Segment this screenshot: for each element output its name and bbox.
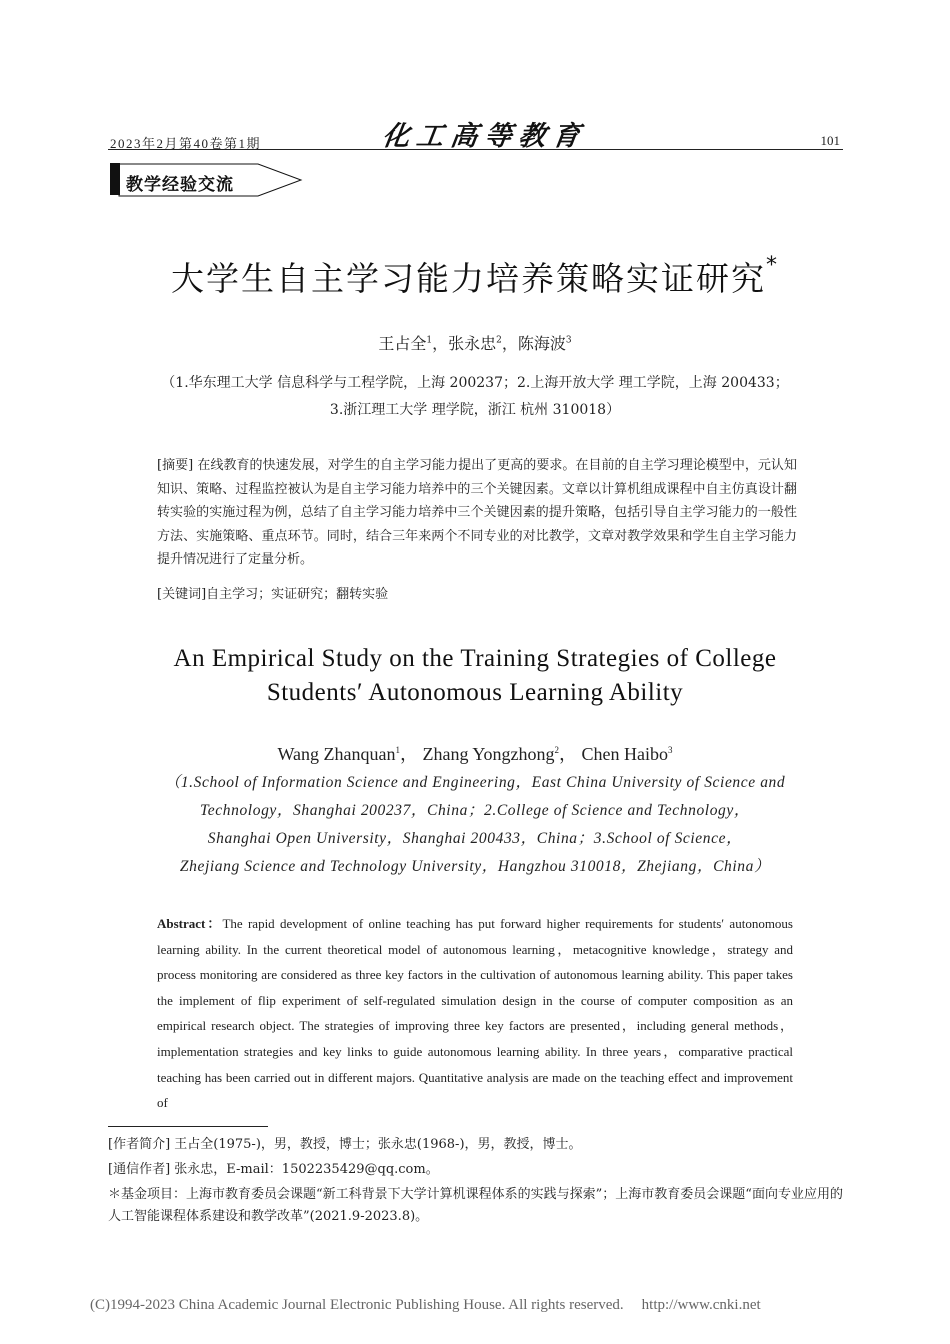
authors-en: Wang Zhanquan$^1$， Zhang Yongzhong$^2$， Chen Haibo$^3$ — [277, 744, 673, 764]
author-en: Wang Zhanquan — [277, 744, 396, 764]
abstract-cn — [157, 454, 797, 572]
author-en-aff: 2 — [554, 745, 560, 755]
footnote-corresponding: [通信作者] 张永忠，E-mail：1502235429@qq.com。 — [108, 1162, 439, 1177]
authors-cn: 王占全$^1$，张永忠$^2$，陈海波$^3$ — [378, 334, 572, 353]
abstract-en-label: Abstract： — [157, 916, 223, 931]
header-rule — [108, 149, 843, 150]
title-cn — [0, 253, 950, 300]
author-en-aff: 1 — [395, 745, 400, 755]
footnote-funding: ＊基金项目：上海市教育委员会课题“新工科背景下大学计算机课程体系的实践与探索”；上海市教育委员会课题“面向专业应用的人工智能课程体系建设和教学改革”(2021.9-2023.8)。 — [108, 1187, 843, 1224]
cnki-url[interactable]: http://www.cnki.net — [641, 1297, 761, 1313]
author-cn-aff: 1 — [426, 335, 433, 346]
keywords-cn — [157, 583, 388, 602]
affiliation-en-line: Shanghai Open University，Shanghai 200433，China；3.School of Science， — [207, 830, 743, 847]
footnote-author-intro: [作者简介] 王占全(1975-)，男，教授，博士；张永忠(1968-)，男，教授，博士。 — [108, 1137, 582, 1152]
abstract-cn-label: [摘要] — [157, 458, 194, 473]
affiliation-en — [0, 769, 950, 881]
abstract-cn-text: 在线教育的快速发展，对学生的自主学习能力提出了更高的要求。在目前的自主学习理论模型中，元认知知识、策略、过程监控被认为是自主学习能力培养中的三个关键因素。文章以计算机组成课程中自主仿真设计翻转实验的实施过程为例，总结了自主学习能力培养中三个关键因素的提升策略，包括引导自主学习能力的一般性方法、实施策略、重点环节。同时，结合三年来两个不同专业的对比教学，文章对教学效果和学生自主学习能力提升情况进行了定量分析。 — [157, 458, 797, 567]
affiliation-cn-line: （1.华东理工大学 信息科学与工程学院，上海 200237；2.上海开放大学 理工学院，上海 200433； — [161, 375, 789, 391]
journal-logo: 化工高等教育 — [380, 121, 589, 152]
abstract-en-text: The rapid development of online teaching has put forward higher requirements for students′ autonomous learning ability. In the current theoretical model of autonomous learning，metacognitive knowledge，strategy and process monitoring are considered as three key factors in the cultivation of autonomous learning ability. This paper takes the implement of flip experiment of self-regulated simulation design in the course of computer composition as an empirical research object. The strategies of improving three key factors are presented，including general methods，implementation strategies and key links to guide autonomous learning ability. In three years，comparative practical teaching has been carried out in different majors. Quantitative analysis are made on the teaching effect and improvement of — [157, 916, 793, 1111]
title-cn-mark: * — [766, 253, 779, 278]
author-cn: 张永忠 — [448, 334, 497, 353]
cnki-copyright-text: (C)1994-2023 China Academic Journal Electronic Publishing House. All rights reserved. — [90, 1297, 624, 1313]
keywords-cn-text: 自主学习；实证研究；翻转实验 — [206, 587, 389, 602]
cnki-copyright — [90, 1297, 761, 1314]
footnote-rule — [108, 1126, 268, 1127]
title-en — [0, 642, 950, 710]
affiliation-en-line: Zhejiang Science and Technology University，Hangzhou 310018，Zhejiang，China） — [179, 858, 771, 875]
affiliation-en-line: Technology，Shanghai 200237，China；2.College of Science and Technology， — [200, 802, 750, 819]
column-tag: 教学经验交流 — [126, 175, 234, 195]
page-number: 101 — [820, 133, 840, 148]
author-cn: 王占全 — [378, 334, 427, 353]
author-cn-aff: 3 — [565, 335, 572, 346]
author-cn-aff: 2 — [496, 335, 502, 346]
author-cn: 陈海波 — [517, 334, 566, 353]
abstract-en — [157, 911, 793, 1116]
affiliation-cn — [0, 370, 950, 424]
issue-info: 2023年2月第40卷第1期 — [110, 136, 262, 151]
affiliation-cn-line: 3.浙江理工大学 理学院，浙江 杭州 310018） — [329, 402, 621, 418]
affiliation-en-line: （1.School of Information Science and Engineering，East China University of Science and — [164, 774, 786, 791]
author-en-aff: 3 — [668, 745, 673, 755]
title-en-line: An Empirical Study on the Training Strategies of College — [173, 645, 777, 672]
author-en: Zhang Yongzhong — [422, 744, 555, 764]
keywords-cn-label: [关键词] — [157, 587, 207, 602]
author-en: Chen Haibo — [581, 744, 668, 764]
title-cn-text: 大学生自主学习能力培养策略实证研究 — [171, 259, 766, 298]
title-en-line: Students′ Autonomous Learning Ability — [266, 679, 684, 706]
